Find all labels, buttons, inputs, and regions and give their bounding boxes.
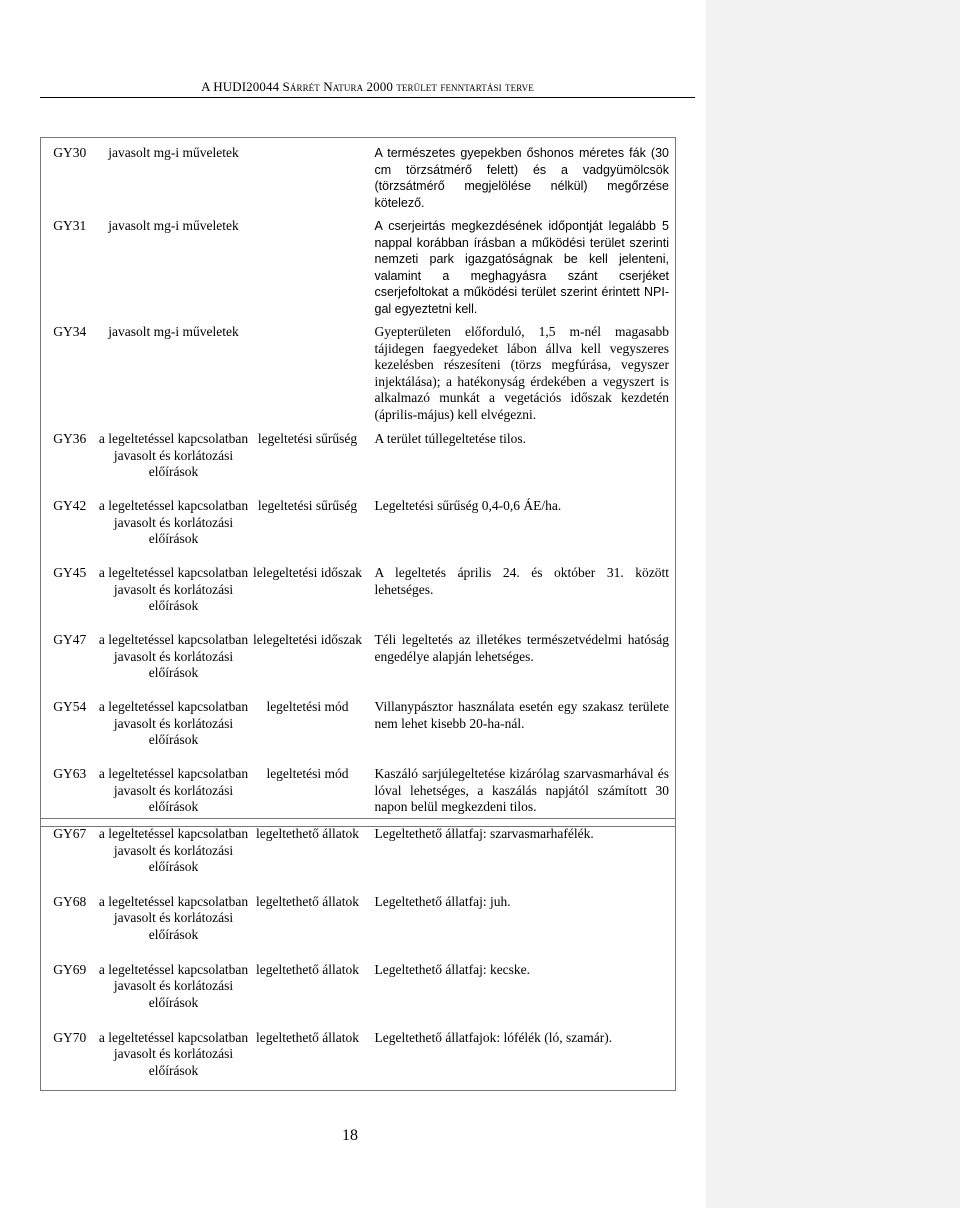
measures-table-top [40,137,676,827]
table-row [41,819,676,887]
code-cell: GY36 [53,431,87,446]
subject-cell: legeltetési sűrűség [257,431,358,446]
code-cell: GY45 [53,565,87,580]
measure-cell: javasolt mg-i műveletek [108,145,239,160]
table-row [41,138,676,212]
rule-cell: A cserjeirtás megkezdésének időpontját legalább 5 nappal korábban írásban a működési terület szerinti nemzeti park igazgatóságnak be kell jelenteni, valamint a meghagyásra szánt cserjéket cserjefoltokat a működési terület szerint érintett NPI-gal egyeztetni kell. [374,219,669,316]
subject-cell [249,211,367,317]
header-site-name: Sárrét Natura 2000 [282,79,393,94]
table-row [41,955,676,1023]
code-cell: GY31 [53,218,87,233]
measure-cell: a legeltetéssel kapcsolatban javasolt és korlátozási előírások [98,498,249,546]
table-row [41,491,676,558]
rule-cell: Téli legeltetés az illetékes természetvédelmi hatóság engedélye alapján lehetséges. [374,632,669,664]
code-cell: GY69 [53,961,87,977]
subject-cell: legeltetési sűrűség [257,498,358,513]
rule-cell: Legeltethető állatfaj: kecske. [374,961,531,977]
measures-table-bottom-body [41,819,676,1091]
code-cell: GY68 [53,893,87,909]
measure-cell: a legeltetéssel kapcsolatban javasolt és korlátozási előírások [98,565,249,613]
code-cell: GY70 [53,1029,87,1045]
measure-cell: javasolt mg-i műveletek [108,218,239,233]
subject-cell: legeltetési mód [266,699,349,714]
subject-cell: lelegeltetési időszak [252,565,363,580]
measure-cell: a legeltetéssel kapcsolatban javasolt és korlátozási előírások [98,826,249,874]
table-row [41,317,676,424]
measure-cell: a legeltetéssel kapcsolatban javasolt és korlátozási előírások [98,632,249,680]
measures-table-bottom [40,818,676,1091]
header-prefix: A HUDI20044 [201,79,280,94]
table-row [41,1023,676,1091]
measure-cell: a legeltetéssel kapcsolatban javasolt és korlátozási előírások [98,1029,249,1078]
measure-cell: a legeltetéssel kapcsolatban javasolt és korlátozási előírások [98,431,249,479]
rule-cell: A terület túllegeltetése tilos. [374,431,526,446]
measure-cell: a legeltetéssel kapcsolatban javasolt és korlátozási előírások [98,961,249,1010]
code-cell: GY30 [53,145,87,160]
table-row [41,211,676,317]
code-cell: GY34 [53,324,87,339]
subject-cell: legeltetési mód [266,766,349,781]
subject-cell: legeltethető állatok [255,1029,360,1045]
table-row [41,558,676,625]
code-cell: GY42 [53,498,87,513]
code-cell: GY63 [53,766,87,781]
measures-table-top-body [41,138,676,827]
table-row [41,424,676,491]
rule-cell: A legeltetés április 24. és október 31. között lehetséges. [374,565,669,597]
rule-cell: Kaszáló sarjúlegeltetése kizárólag szarvasmarhával és lóval lehetséges, a kaszálás napjától számított 30 napon belül megkezdeni tilos. [374,766,669,814]
subject-cell: lelegeltetési időszak [252,632,363,647]
header-suffix: terület fenntartási terve [396,79,534,94]
code-cell: GY47 [53,632,87,647]
rule-cell: A természetes gyepekben őshonos méretes fák (30 cm törzsátmérő felett) és a vadgyümölcsök (törzsátmérő megjelölése nélkül) megőrzése kötelező. [374,146,669,210]
table-row [41,692,676,759]
rule-cell: Legeltetési sűrűség 0,4-0,6 ÁE/ha. [374,498,562,513]
page-number: 18 [342,1127,358,1144]
subject-cell: legeltethető állatok [255,961,360,977]
subject-cell: legeltethető állatok [255,893,360,909]
code-cell: GY67 [53,826,87,841]
side-margin-strip [706,0,960,1208]
running-header [40,79,695,98]
table-row [41,887,676,955]
rule-cell: Legeltethető állatfaj: juh. [374,893,511,909]
subject-cell: legeltethető állatok [255,826,360,841]
rule-cell: Villanypásztor használata esetén egy szakasz területe nem lehet kisebb 20-ha-nál. [374,699,669,731]
rule-cell: Legeltethető állatfaj: szarvasmarhafélék. [374,826,594,841]
subject-cell [249,317,367,424]
measure-cell: a legeltetéssel kapcsolatban javasolt és korlátozási előírások [98,766,249,814]
code-cell: GY54 [53,699,87,714]
measure-cell: a legeltetéssel kapcsolatban javasolt és korlátozási előírások [98,893,249,942]
rule-cell: Gyepterületen előforduló, 1,5 m-nél magasabb tájidegen faegyedeket lábon állva kell vegyszeres kezelésben részesíteni (törzs megfúrása, vegyszer injektálása); a hatékonyság érdekében a vegyszert is alkalmazó munkát a vegetációs időszak kezdetén (április-május) kell elvégezni. [374,324,669,422]
table-row [41,625,676,692]
measure-cell: javasolt mg-i műveletek [108,324,239,339]
rule-cell: Legeltethető állatfajok: lófélék (ló, szamár). [374,1029,613,1045]
subject-cell [249,138,367,212]
table-row [41,759,676,826]
measure-cell: a legeltetéssel kapcsolatban javasolt és korlátozási előírások [98,699,249,747]
